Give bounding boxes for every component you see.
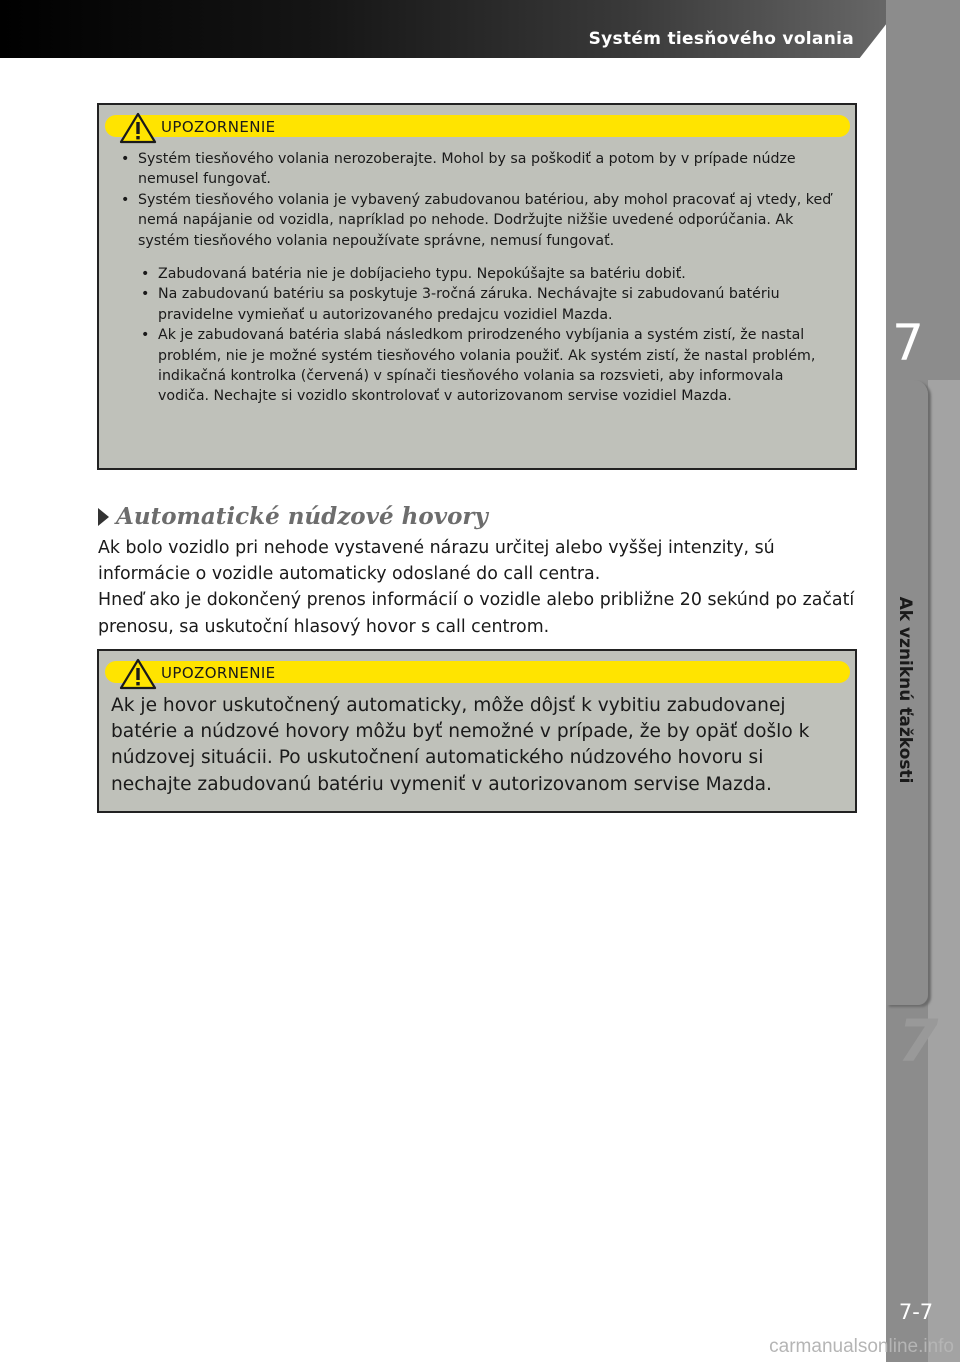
- page-header-title: Systém tiesňového volania: [588, 29, 854, 49]
- chapter-name: Ak vzniknú ťažkosti: [895, 596, 915, 784]
- chapter-number: 7: [892, 314, 924, 372]
- caution-body: [117, 149, 835, 407]
- section-title: [98, 503, 488, 530]
- caution-body: Ak je hovor uskutočnený automaticky, môže dôjsť k vybitiu zabudovanej batérie a núdzové hovory môžu byť nemožné v prípade, že by opäť došlo k núdzovej situácii. Po uskutočnení automatického núdzového hovoru si nechajte zabudovanú batériu vymeniť v autorizovanom servise Mazda.: [111, 695, 810, 795]
- page-number: 7-7: [898, 1300, 934, 1324]
- section-body: [98, 535, 858, 640]
- caution-header-bar: [105, 115, 850, 137]
- caution-title: UPOZORNENIE: [161, 118, 276, 136]
- caution-box-1: [97, 103, 857, 470]
- caution-sub-list: [137, 264, 835, 407]
- caution-header-bar: [105, 661, 850, 683]
- warning-triangle-icon: [119, 112, 157, 144]
- triangle-marker-icon: [98, 508, 109, 526]
- caution-title: UPOZORNENIE: [161, 664, 276, 682]
- list-item: • Ak je zabudovaná batéria slabá následkom prirodzeného vybíjania a systém zistí, že nastal problém, nie je možné systém tiesňového volania použiť. Ak systém zistí, že nastal problém, indikačná kontrolka (červená) v spínači tiesňového volania sa rozsvieti, aby informovala vodiča. Nechajte si vozidlo skontrolovať v autorizovanom servise vozidiel Mazda.: [137, 325, 835, 407]
- paragraph: Ak bolo vozidlo pri nehode vystavené nárazu určitej alebo vyššej intenzity, sú informácie o vozidle automaticky odoslané do call centra.: [98, 538, 775, 585]
- ghost-chapter-number: 7: [898, 1007, 939, 1075]
- caution-list: [117, 149, 835, 251]
- section-title-text: Automatické núdzové hovory: [116, 503, 488, 530]
- paragraph: Hneď ako je dokončený prenos informácií o vozidle alebo približne 20 sekúnd po začatí prenosu, sa uskutoční hlasový hovor s call centrom.: [98, 590, 855, 637]
- caution-box-2: [97, 649, 857, 813]
- list-item: • Zabudovaná batéria nie je dobíjacieho typu. Nepokúšajte sa batériu dobiť.: [137, 264, 835, 284]
- watermark: carmanualsonline.info: [769, 1336, 954, 1357]
- sidebar-strip: [928, 380, 960, 1362]
- list-item: • Systém tiesňového volania nerozoberajte. Mohol by sa poškodiť a potom by v prípade núdze nemusel fungovať.: [117, 149, 835, 190]
- list-item: • Systém tiesňového volania je vybavený zabudovanou batériou, aby mohol pracovať aj vtedy, keď nemá napájanie od vozidla, napríklad po nehode. Dodržujte nižšie uvedené odporúčania. Ak systém tiesňového volania nepoužívate správne, nemusí fungovať.: [117, 190, 835, 251]
- warning-triangle-icon: [119, 658, 157, 690]
- list-item: • Na zabudovanú batériu sa poskytuje 3-ročná záruka. Nechávajte si zabudovanú batériu pravidelne vymieňať u autorizovaného predajcu vozidiel Mazda.: [137, 284, 835, 325]
